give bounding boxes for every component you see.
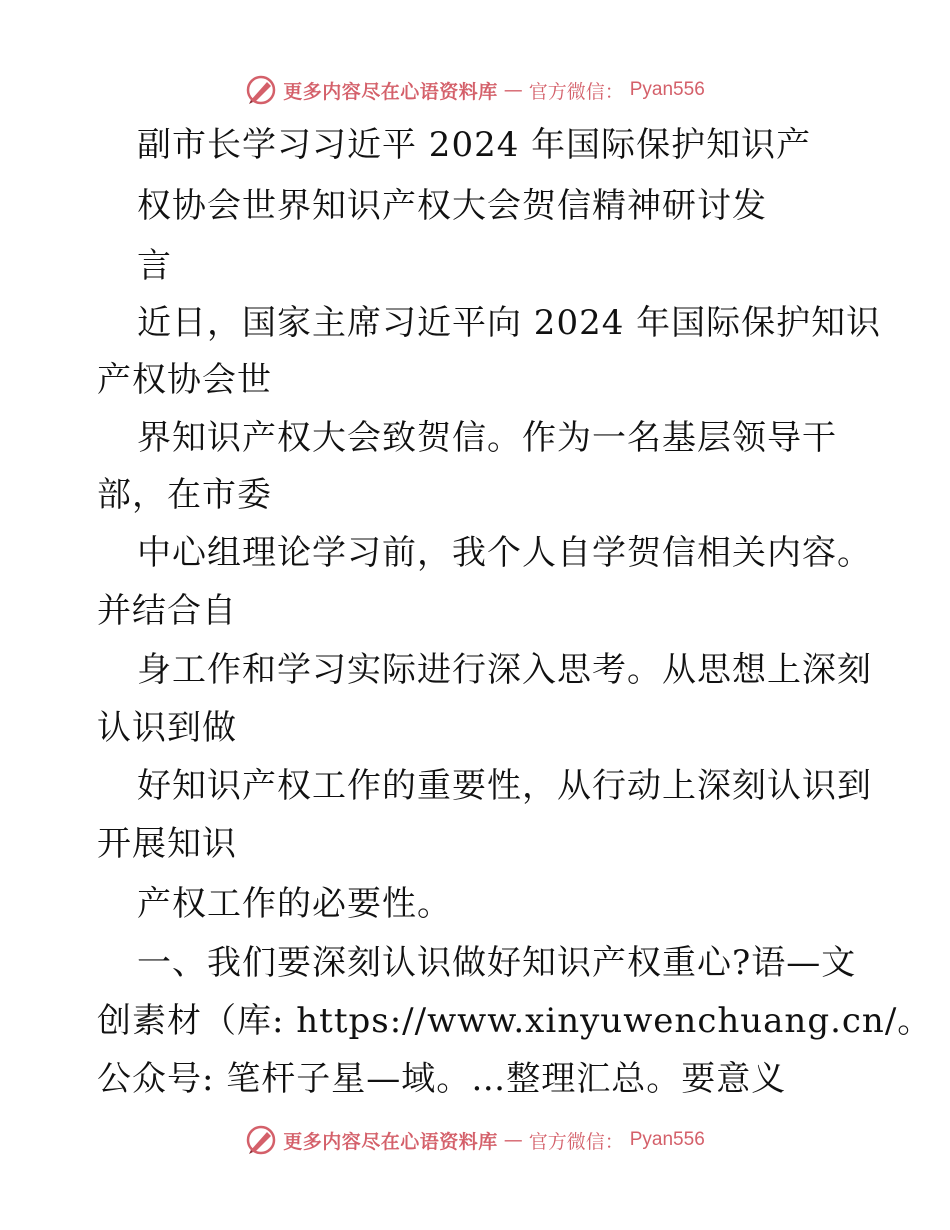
banner-wechat-handle: Pyan556 <box>629 79 705 100</box>
body-line: 身工作和学习实际进行深入思考。从思想上深刻 <box>137 650 872 690</box>
banner-promo-text: 更多内容尽在心语资料库 <box>283 1130 498 1153</box>
banner-wechat-label: 官方微信： <box>528 1130 624 1153</box>
footer-banner <box>0 1120 950 1160</box>
body-line: 公众号: 笔杆子星—域。…整理汇总。要意义 <box>97 1059 787 1099</box>
body-line: 界知识产权大会致贺信。作为一名基层领导干 <box>137 418 837 458</box>
title-line-3: 言 <box>137 246 172 286</box>
title-line-1: 副市长学习习近平 2024 年国际保护知识产 <box>137 125 812 165</box>
body-line: 近日，国家主席习近平向 2024 年国际保护知识 <box>137 303 882 343</box>
banner-wechat-label: 官方微信： <box>528 80 624 103</box>
body-line: 中心组理论学习前，我个人自学贺信相关内容。 <box>137 533 872 573</box>
pen-logo-icon <box>245 74 277 106</box>
body-line: 部，在市委 <box>97 475 272 515</box>
banner-dash: — <box>503 79 523 101</box>
body-line: 创素材（库: https://www.xinyuwenchuang.cn/。 <box>97 1001 933 1041</box>
banner-promo-text: 更多内容尽在心语资料库 <box>283 80 498 103</box>
body-line: 好知识产权工作的重要性，从行动上深刻认识到 <box>137 766 872 806</box>
pen-logo-icon <box>245 1124 277 1156</box>
body-line: 开展知识 <box>97 824 237 864</box>
body-line: 并结合自 <box>97 591 237 631</box>
title-line-2: 权协会世界知识产权大会贺信精神研讨发 <box>137 186 767 226</box>
body-line: 产权协会世 <box>97 360 272 400</box>
section-heading: 一、我们要深刻认识做好知识产权重心?语—文 <box>137 943 857 983</box>
header-banner <box>0 70 950 110</box>
body-line: 产权工作的必要性。 <box>137 884 452 924</box>
banner-wechat-handle: Pyan556 <box>629 1129 705 1150</box>
banner-dash: — <box>503 1129 523 1151</box>
body-line: 认识到做 <box>97 708 237 748</box>
